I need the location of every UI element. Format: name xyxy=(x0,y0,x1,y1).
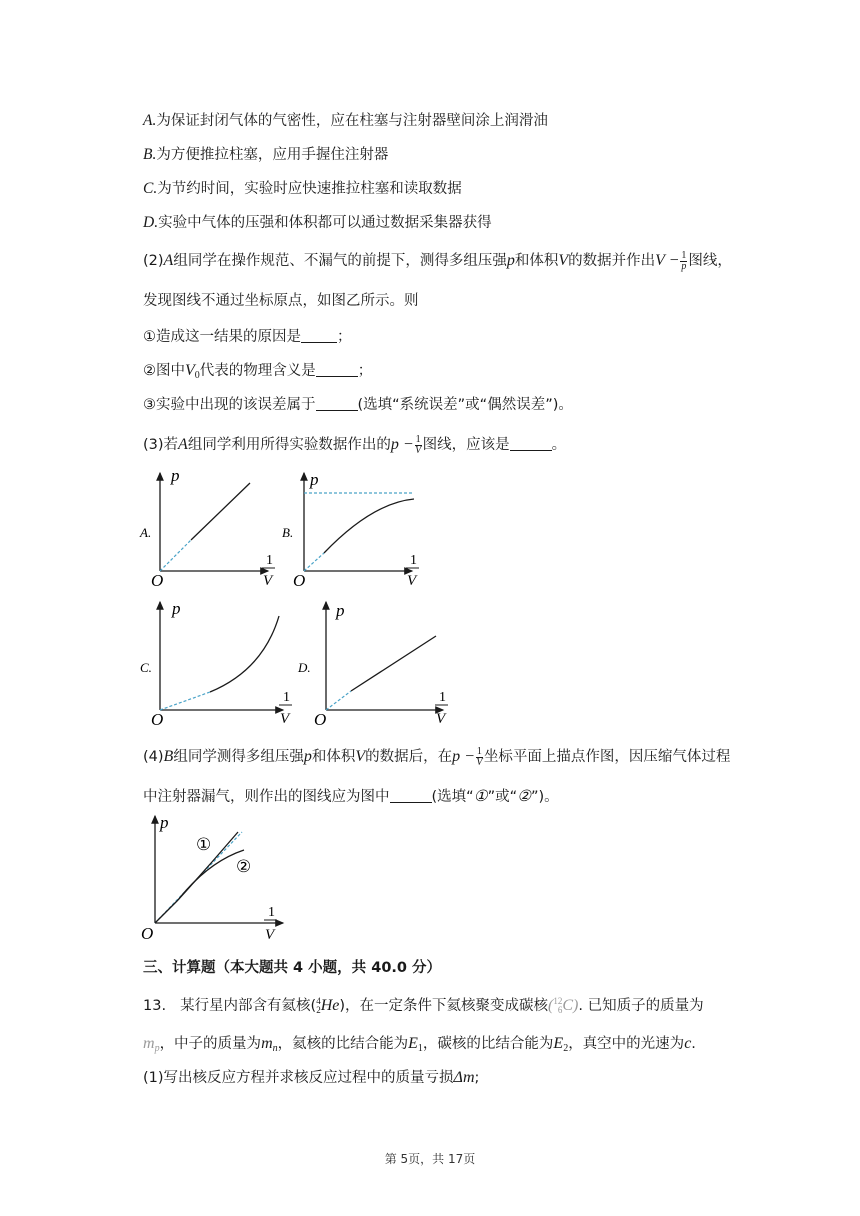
part-text: 图线， xyxy=(688,253,732,269)
curve-start xyxy=(155,900,178,923)
option-d xyxy=(143,212,492,234)
question-text: ，中子的质量为 xyxy=(159,1036,262,1052)
circled-number: ① xyxy=(473,788,488,805)
var-subscript: 1 xyxy=(417,1043,423,1054)
sub-text: ； xyxy=(357,363,373,379)
var-p: p xyxy=(506,252,515,269)
axis-label-p: p xyxy=(172,599,181,618)
axis-label-v: V xyxy=(280,711,290,727)
graph-part-4 xyxy=(138,812,298,950)
group-letter: B xyxy=(163,748,174,765)
var-symbol: V xyxy=(185,362,195,379)
axis-label-one: 1 xyxy=(283,690,290,705)
option-letter: D. xyxy=(143,214,159,231)
part-text: ”)。 xyxy=(531,789,559,805)
origin-label: O xyxy=(151,710,164,729)
part-text: 组同学测得多组压强 xyxy=(173,749,304,765)
fraction-numerator: 1 xyxy=(415,433,421,445)
axis-label-one: 1 xyxy=(268,905,275,920)
part-text: (选填“ xyxy=(431,789,474,805)
axis-label-one: 1 xyxy=(410,553,417,568)
answer-blank xyxy=(510,436,552,451)
part-number: (4) xyxy=(143,749,164,765)
circled-number: ② xyxy=(143,363,156,379)
var-c: c xyxy=(684,1035,692,1052)
data-line xyxy=(351,636,436,691)
fraction xyxy=(476,747,483,768)
var-v: V xyxy=(558,252,569,269)
proton-mass xyxy=(143,1035,160,1052)
fraction-denominator: p xyxy=(681,260,687,272)
expression: p − xyxy=(452,748,475,765)
question-text: (1)写出核反应方程并求核反应过程中的质量亏损 xyxy=(143,1070,454,1086)
expression: p − xyxy=(390,436,414,453)
fraction-denominator: V xyxy=(476,756,483,768)
axis-label-p: p xyxy=(160,813,169,832)
circled-number: ① xyxy=(143,329,156,345)
question-text: . 已知质子的质量为 xyxy=(578,998,704,1014)
extrapolated-line xyxy=(304,553,324,571)
sub-text: 代表的物理含义是 xyxy=(199,363,316,379)
axis-label-v: V xyxy=(407,573,417,589)
axis-label-one: 1 xyxy=(266,553,273,568)
part-4-line-1 xyxy=(143,746,730,768)
origin-label: O xyxy=(293,571,306,590)
neutron-mass xyxy=(261,1035,278,1052)
sub-text: 造成这一结果的原因是 xyxy=(156,329,301,345)
charge-number: 2 xyxy=(316,1005,321,1016)
var-subscript: p xyxy=(154,1043,160,1054)
sub-question-1 xyxy=(143,326,352,348)
sub-question-2 xyxy=(143,360,372,387)
option-b xyxy=(143,144,388,166)
fraction-numerator: 1 xyxy=(681,249,687,261)
part-text: 中注射器漏气，则作出的图线应为图中 xyxy=(143,789,390,805)
var-p: p xyxy=(303,748,312,765)
part-text: ”或“ xyxy=(487,789,518,805)
option-text: 实验中气体的压强和体积都可以通过数据采集器获得 xyxy=(158,215,492,231)
question-text: ，碳核的比结合能为 xyxy=(422,1036,554,1052)
curve-label-2: ② xyxy=(236,857,252,876)
origin-label: O xyxy=(314,710,327,729)
data-line xyxy=(191,483,250,540)
curve-label-1: ① xyxy=(196,835,212,854)
question-text: ，氦核的比结合能为 xyxy=(277,1036,409,1052)
part-text: 的数据并作出 xyxy=(568,253,656,269)
question-text: 某行星内部含有氦核( xyxy=(180,998,317,1014)
option-text: 为节约时间，实验时应快速推拉柱塞和读取数据 xyxy=(157,181,462,197)
option-letter: A. xyxy=(143,112,157,129)
carbon-nucleus xyxy=(548,997,578,1014)
part-2-line-2: 发现图线不通过坐标原点，如图乙所示。则 xyxy=(143,293,419,309)
question-text: ; xyxy=(474,1070,480,1086)
part-number: (3)若 xyxy=(143,437,179,453)
extrapolated-line xyxy=(160,540,191,571)
var-symbol: E xyxy=(553,1035,564,1052)
part-text: 组同学在操作规范、不漏气的前提下，测得多组压强 xyxy=(173,253,507,269)
axis-label-v: V xyxy=(436,711,446,727)
answer-blank xyxy=(316,362,358,377)
option-text: 为方便推拉柱塞，应用手握住注射器 xyxy=(156,147,389,163)
helium-nucleus xyxy=(316,995,339,1017)
answer-blank xyxy=(316,396,358,411)
fraction-numerator: 1 xyxy=(476,745,482,757)
part-2-line-1 xyxy=(143,250,732,272)
part-text: 图线，应该是 xyxy=(422,437,510,453)
var-subscript: 0 xyxy=(194,370,200,381)
energy-e2 xyxy=(553,1035,568,1052)
option-letter: C. xyxy=(143,180,158,197)
origin-label: O xyxy=(141,924,154,943)
axis-label-v: V xyxy=(265,927,275,943)
option-text: 为保证封闭气体的气密性，应在柱塞与注射器壁间涂上润滑油 xyxy=(156,113,548,129)
element-symbol: C xyxy=(562,997,574,1014)
axis-label-v: V xyxy=(263,573,273,589)
paren: ) xyxy=(573,997,579,1014)
axis-label-p: p xyxy=(171,466,180,485)
part-text: 和体积 xyxy=(311,749,356,765)
question-number: 13. xyxy=(143,998,167,1014)
question-text: ，真空中的光速为 xyxy=(568,1036,685,1052)
fraction-denominator: V xyxy=(415,444,422,456)
fraction xyxy=(415,435,422,456)
option-label: A. xyxy=(140,525,152,540)
part-text: 坐标平面上描点作图，因压缩气体过程 xyxy=(483,749,731,765)
energy-e1 xyxy=(408,1035,423,1052)
graph-option-a xyxy=(138,465,288,590)
var-symbol: m xyxy=(143,1035,155,1052)
part-text: 和体积 xyxy=(514,253,559,269)
circled-number: ③ xyxy=(143,397,156,413)
section-heading: 三、计算题（本大题共 4 小题，共 40.0 分） xyxy=(143,960,442,976)
option-label: B. xyxy=(282,525,294,540)
axis-label-one: 1 xyxy=(439,690,446,705)
var-symbol: E xyxy=(408,1035,418,1052)
graph-option-c xyxy=(138,598,298,728)
axis-label-p: p xyxy=(310,470,319,489)
var-symbol: m xyxy=(261,1035,273,1052)
answer-blank xyxy=(301,328,337,343)
extrapolated-line xyxy=(326,691,351,710)
option-a xyxy=(143,110,548,132)
axis-label-p: p xyxy=(336,601,345,620)
var-subscript: n xyxy=(272,1043,278,1054)
part-3 xyxy=(143,434,566,456)
sub-text: ； xyxy=(337,329,352,345)
circled-number: ② xyxy=(517,788,532,805)
var-v: V xyxy=(355,748,366,765)
part-number: (2) xyxy=(143,253,164,269)
sub-text: (选填“系统误差”或“偶然误差”)。 xyxy=(357,397,573,413)
sub-text: 图中 xyxy=(156,363,185,379)
var-subscript: 2 xyxy=(563,1043,569,1054)
question-text: )，在一定条件下氦核聚变成碳核 xyxy=(339,998,549,1014)
question-13-line-1 xyxy=(143,995,704,1017)
question-text: . xyxy=(691,1036,696,1052)
var-delta-m: Δm xyxy=(453,1069,475,1086)
mass-number: 12 xyxy=(553,996,563,1007)
question-13-line-2 xyxy=(143,1033,696,1060)
part-4-line-2 xyxy=(143,786,559,808)
sub-question-3 xyxy=(143,394,573,416)
curve-2 xyxy=(178,850,244,900)
fraction xyxy=(680,251,687,272)
answer-blank xyxy=(390,788,432,803)
element-symbol: He xyxy=(320,997,340,1014)
extrapolated-line xyxy=(160,692,210,710)
sub-text: 实验中出现的该误差属于 xyxy=(156,397,316,413)
page-footer: 第 5页，共 17页 xyxy=(384,1152,476,1166)
group-letter: A xyxy=(163,252,174,269)
option-label: D. xyxy=(298,660,311,675)
mass-number: 4 xyxy=(316,996,321,1007)
data-curve xyxy=(324,499,414,553)
option-c xyxy=(143,178,462,200)
part-text: 。 xyxy=(551,437,567,453)
part-text: 组同学利用所得实验数据作出的 xyxy=(187,437,391,453)
data-curve xyxy=(210,616,279,692)
part-text: 的数据后，在 xyxy=(365,749,453,765)
graph-option-d xyxy=(296,598,456,728)
question-13-part-1 xyxy=(143,1067,479,1089)
origin-label: O xyxy=(151,571,164,590)
option-letter: B. xyxy=(143,146,157,163)
option-label: C. xyxy=(140,660,152,675)
var-v0 xyxy=(185,362,200,379)
graph-option-b xyxy=(280,465,430,590)
paren: ( xyxy=(548,997,554,1014)
charge-number: 6 xyxy=(557,1005,563,1016)
group-letter: A xyxy=(178,436,188,453)
expression: V − xyxy=(655,252,680,269)
